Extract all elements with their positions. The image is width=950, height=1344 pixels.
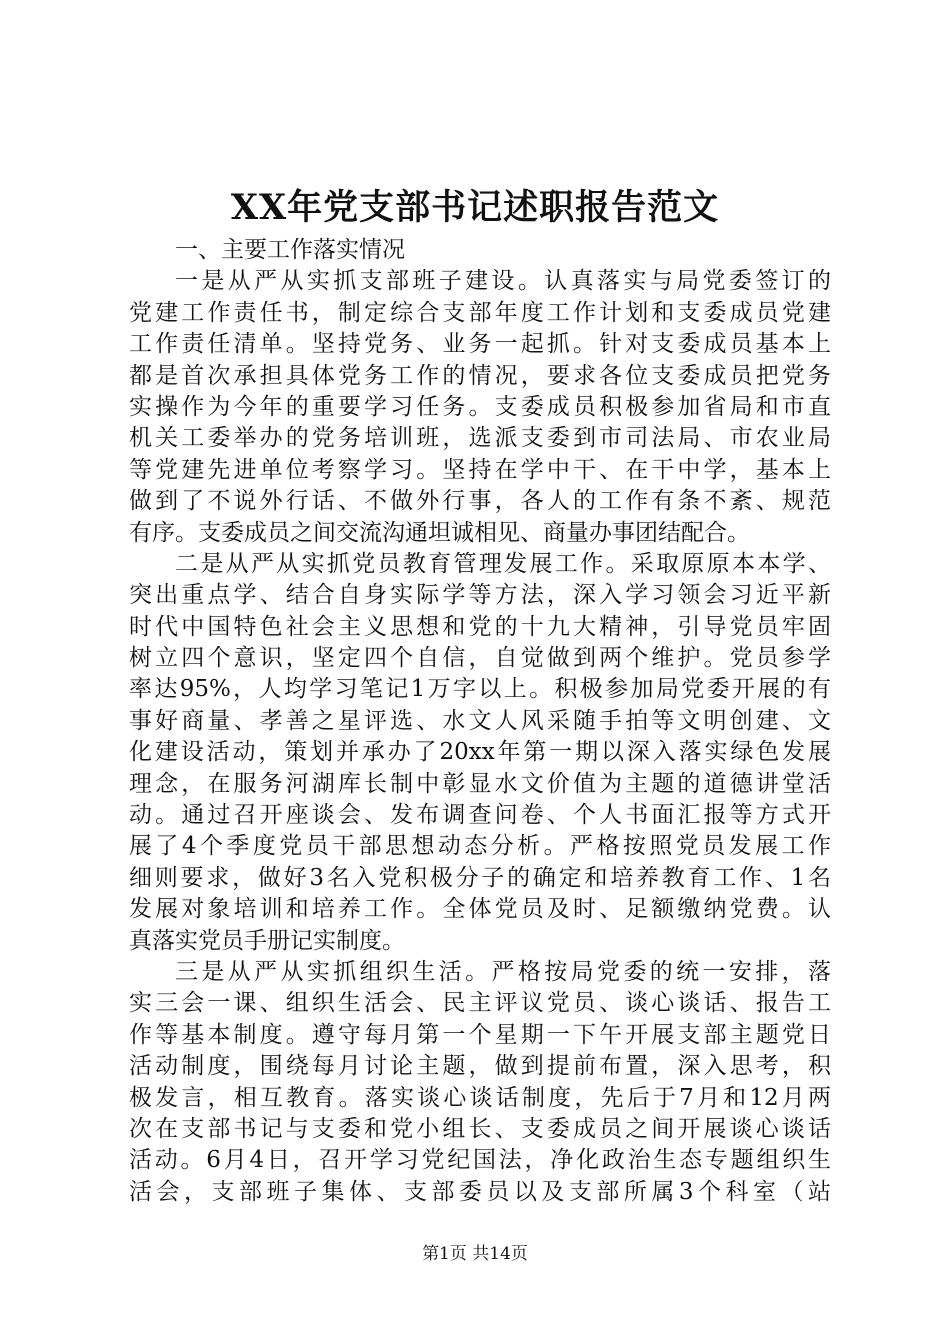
text-line: 实三会一课、组织生活会、民主评议党员、谈心谈话、报告工 [129, 990, 831, 1017]
text-line: 活会，支部班子集体、支部委员以及支部所属3个科室（站 [129, 1178, 831, 1205]
text-line: 都是首次承担具体党务工作的情况，要求各位支委成员把党务 [129, 362, 831, 389]
text-line: 一是从严从实抓支部班子建设。认真落实与局党委签订的 [175, 268, 831, 295]
text-line: 真落实党员手册记实制度。 [129, 927, 405, 954]
text-line: 三是从严从实抓组织生活。严格按局党委的统一安排，落 [175, 958, 831, 985]
section-heading: 一、主要工作落实情况 [175, 237, 405, 263]
text-line: 机关工委举办的党务培训班，选派支委到市司法局、市农业局 [129, 425, 831, 452]
text-line: 理念，在服务河湖库长制中彰显水文价值为主题的道德讲堂活 [129, 770, 831, 797]
text-line: 时代中国特色社会主义思想和党的十九大精神，引导党员牢固 [129, 613, 831, 640]
document-title: XX年党支部书记述职报告范文 [230, 187, 720, 228]
text-line: 细则要求，做好3名入党积极分子的确定和培养教育工作、1名 [129, 864, 831, 891]
text-line: 发展对象培训和培养工作。全体党员及时、足额缴纳党费。认 [129, 896, 831, 923]
text-line: 次在支部书记与支委和党小组长、支委成员之间开展谈心谈话 [129, 1115, 831, 1142]
text-line: 二是从严从实抓党员教育管理发展工作。采取原原本本学、 [175, 550, 831, 577]
text-line: 树立四个意识，坚定四个自信，自觉做到两个维护。党员参学 [129, 645, 831, 672]
text-line: 突出重点学、结合自身实际学等方法，深入学习领会习近平新 [129, 582, 831, 609]
text-line: 作等基本制度。遵守每月第一个星期一下午开展支部主题党日 [129, 1021, 831, 1048]
text-line: 动。通过召开座谈会、发布调查问卷、个人书面汇报等方式开 [129, 802, 831, 829]
page-footer: 第1页 共14页 [422, 1244, 528, 1264]
text-line: 化建设活动，策划并承办了20xx年第一期以深入落实绿色发展 [129, 739, 831, 766]
text-line: 做到了不说外行话、不做外行事，各人的工作有条不紊、规范 [129, 488, 831, 515]
text-line: 事好商量、孝善之星评选、水文人风采随手拍等文明创建、文 [129, 707, 831, 734]
text-line: 展了4个季度党员干部思想动态分析。严格按照党员发展工作 [129, 833, 831, 860]
document-body [129, 235, 831, 1208]
text-line: 实操作为今年的重要学习任务。支委成员积极参加省局和市直 [129, 393, 831, 420]
text-line: 等党建先进单位考察学习。坚持在学中干、在干中学，基本上 [129, 456, 831, 483]
text-line: 活动。6月4日，召开学习党纪国法，净化政治生态专题组织生 [129, 1147, 831, 1174]
text-line: 工作责任清单。坚持党务、业务一起抓。针对支委成员基本上 [129, 331, 831, 358]
text-line: 率达95%，人均学习笔记1万字以上。积极参加局党委开展的有 [129, 676, 831, 703]
text-line: 有序。支委成员之间交流沟通坦诚相见、商量办事团结配合。 [129, 519, 750, 546]
text-line: 党建工作责任书，制定综合支部年度工作计划和支委成员党建 [129, 299, 831, 326]
text-line: 活动制度，围绕每月讨论主题，做到提前布置，深入思考，积 [129, 1053, 831, 1080]
text-line: 极发言，相互教育。落实谈心谈话制度，先后于7月和12月两 [129, 1084, 831, 1111]
